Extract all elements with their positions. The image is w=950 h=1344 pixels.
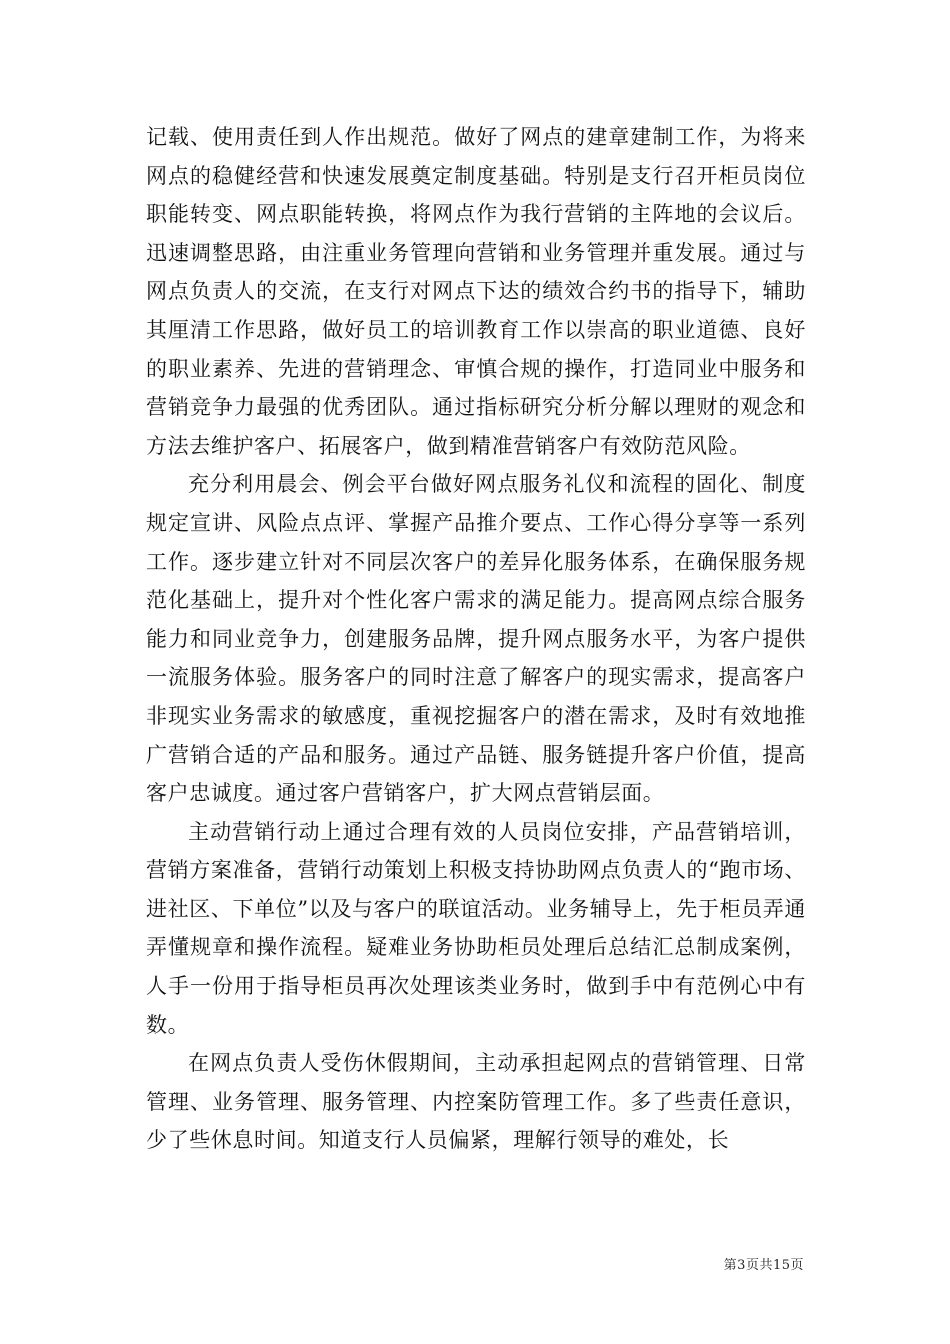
document-body	[146, 118, 806, 1160]
paragraph-4: 在网点负责人受伤休假期间，主动承担起网点的营销管理、日常管理、业务管理、服务管理、内控案防管理工作。多了些责任意识，少了些休息时间。知道支行人员偏紧，理解行领导的难处，长	[146, 1051, 806, 1153]
paragraph-1: 记载、使用责任到人作出规范。做好了网点的建章建制工作，为将来网点的稳健经营和快速发展奠定制度基础。特别是支行召开柜员岗位职能转变、网点职能转换，将网点作为我行营销的主阵地的会议后。迅速调整思路，由注重业务管理向营销和业务管理并重发展。通过与网点负责人的交流，在支行对网点下达的绩效合约书的指导下，辅助其厘清工作思路，做好员工的培训教育工作以崇高的职业道德、良好的职业素养、先进的营销理念、审慎合规的操作，打造同业中服务和营销竞争力最强的优秀团队。通过指标研究分析分解以理财的观念和方法去维护客户、拓展客户，做到精准营销客户有效防范风险。	[146, 125, 806, 458]
paragraph-2: 充分利用晨会、例会平台做好网点服务礼仪和流程的固化、制度规定宣讲、风险点点评、掌握产品推介要点、工作心得分享等一系列工作。逐步建立针对不同层次客户的差异化服务体系，在确保服务规范化基础上，提升对个性化客户需求的满足能力。提高网点综合服务能力和同业竞争力，创建服务品牌，提升网点服务水平，为客户提供一流服务体验。服务客户的同时注意了解客户的现实需求，提高客户非现实业务需求的敏感度，重视挖掘客户的潜在需求，及时有效地推广营销合适的产品和服务。通过产品链、服务链提升客户价值，提高客户忠诚度。通过客户营销客户，扩大网点营销层面。	[146, 472, 806, 806]
paragraph-3: 主动营销行动上通过合理有效的人员岗位安排，产品营销培训，营销方案准备，营销行动策划上积极支持协助网点负责人的“跑市场、进社区、下单位”以及与客户的联谊活动。业务辅导上，先于柜员弄通弄懂规章和操作流程。疑难业务协助柜员处理后总结汇总制成案例，人手一份用于指导柜员再次处理该类业务时，做到手中有范例心中有数。	[146, 819, 806, 1037]
page-number-footer: 第3页共15页	[723, 1258, 804, 1273]
